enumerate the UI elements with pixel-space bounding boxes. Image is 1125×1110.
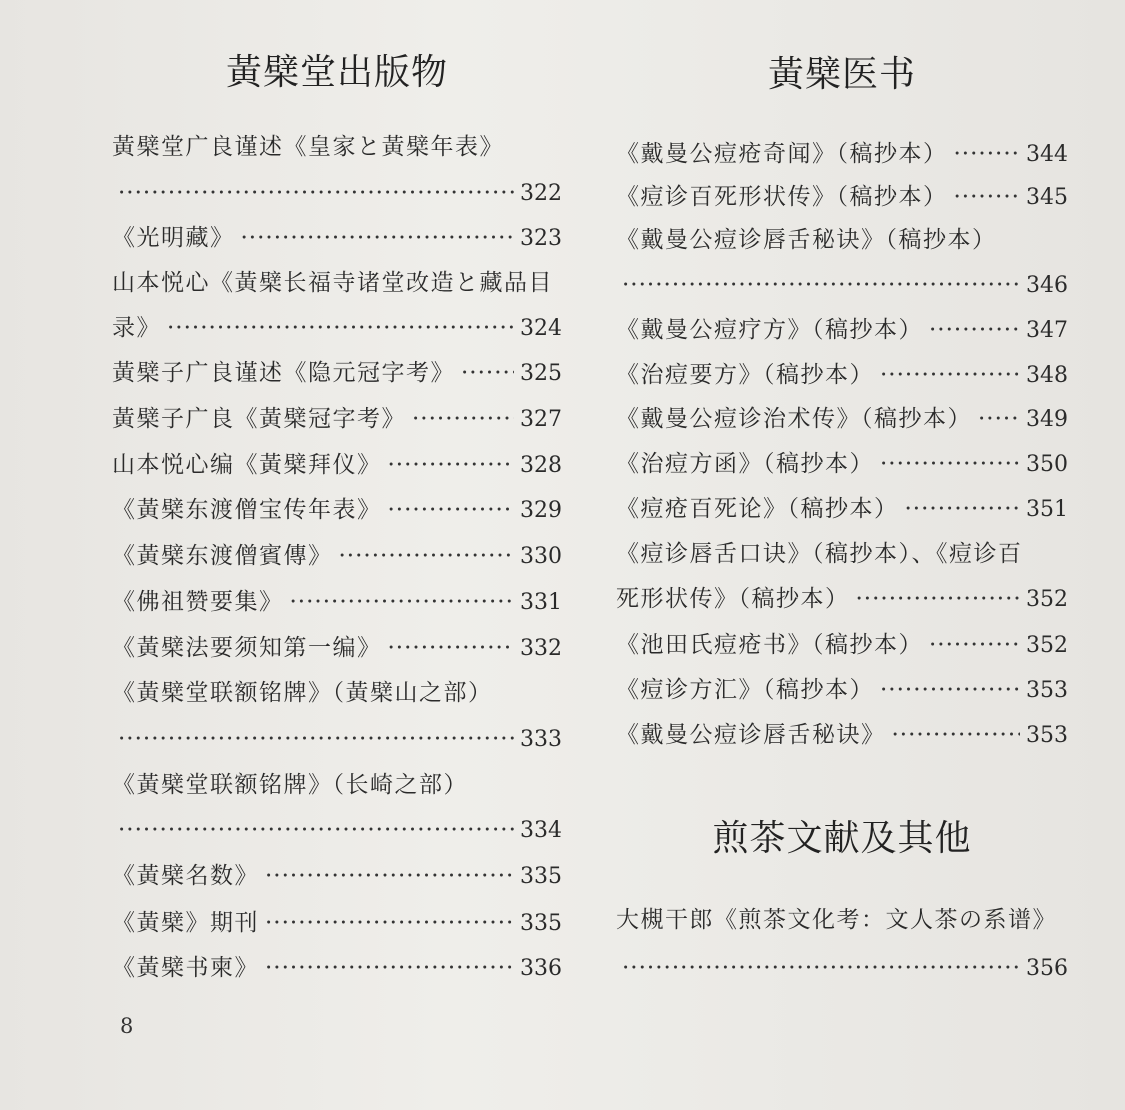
- leader-dots: [339, 538, 515, 574]
- toc-entry: 《戴曼公痘疗方》（稿抄本） ····· 347: [616, 312, 1068, 348]
- leader-dots: [265, 905, 514, 941]
- leader-dots: [978, 401, 1020, 437]
- toc-entry: 黃檗堂广良谨述《皇家と黃檗年表》: [112, 134, 504, 160]
- leader-dots: [167, 310, 514, 346]
- page-number: 333: [520, 727, 562, 752]
- toc-entry: 《光明藏》 ····· 323: [112, 220, 562, 256]
- page-number: 335: [520, 864, 562, 889]
- page-number: 348: [1026, 363, 1068, 388]
- leader-dots: [905, 491, 1021, 527]
- toc-entry: [616, 950, 1068, 986]
- page-number: 325: [520, 361, 562, 386]
- page-number: 352: [1026, 633, 1068, 658]
- leader-dots: [880, 446, 1020, 482]
- leader-dots: [412, 401, 514, 437]
- page-number: 353: [1026, 723, 1068, 748]
- toc-entry: 山本悦心《黃檗长福寺诸堂改造と藏品目: [112, 270, 553, 296]
- page-number: 345: [1026, 185, 1068, 210]
- toc-entry: 《痘诊方汇》（稿抄本） ····· 353: [616, 672, 1068, 708]
- page-number: 322: [520, 181, 562, 206]
- leader-dots: [388, 447, 515, 483]
- page-number: 328: [520, 453, 562, 478]
- leader-dots: [461, 355, 514, 391]
- toc-entry: 《戴曼公痘诊唇舌秘诀》（稿抄本）: [616, 227, 997, 253]
- page-folio-number: 8: [120, 1014, 134, 1038]
- toc-entry: 山本悦心编《黃檗拜仪》 ····· 328: [112, 447, 562, 483]
- toc-entry: 《黃檗名数》 ····· 335: [112, 858, 562, 894]
- leader-dots: [929, 627, 1020, 663]
- toc-entry: 《戴曼公痘诊唇舌秘诀》 ····· 353: [616, 717, 1068, 753]
- leader-dots: [622, 950, 1020, 986]
- page-number: 349: [1026, 407, 1068, 432]
- page-number: 344: [1026, 142, 1068, 167]
- section-heading-publications: 黃檗堂出版物: [225, 52, 448, 93]
- toc-entry: 《治痘方函》（稿抄本） ····· 350: [616, 446, 1068, 482]
- toc-entry: 《黃檗堂联额铭牌》（黃檗山之部）: [112, 680, 493, 706]
- toc-entry: 《黃檗堂联额铭牌》（长崎之部）: [112, 772, 468, 798]
- page-number: 346: [1026, 273, 1068, 298]
- toc-entry: 黃檗子广良《黃檗冠字考》 ····· 327: [112, 401, 562, 437]
- leader-dots: [290, 584, 515, 620]
- leader-dots: [388, 630, 515, 666]
- page-number: 353: [1026, 678, 1068, 703]
- page-number: 347: [1026, 318, 1068, 343]
- toc-entry: 《黃檗东渡僧宝传年表》 ····· 329: [112, 492, 562, 528]
- page-number: 351: [1026, 497, 1068, 522]
- toc-entry: [112, 721, 562, 757]
- leader-dots: [856, 581, 1021, 617]
- leader-dots: [880, 357, 1020, 393]
- leader-dots: [118, 721, 514, 757]
- leader-dots: [388, 492, 515, 528]
- toc-entry: 《黃檗》期刊 ····· 335: [112, 905, 562, 941]
- toc-entry: 《痘诊唇舌口诀》（稿抄本）、《痘诊百: [616, 541, 1023, 567]
- page-number: 335: [520, 911, 562, 936]
- leader-dots: [954, 136, 1021, 172]
- page-number: 324: [520, 316, 562, 341]
- section-heading-medical-books: 黃檗医书: [767, 54, 916, 95]
- toc-entry: 《戴曼公痘疮奇闻》（稿抄本） ····· 344: [616, 136, 1068, 172]
- page-number: 350: [1026, 452, 1068, 477]
- toc-entry: 《痘诊百死形状传》（稿抄本） ····· 345: [616, 179, 1068, 215]
- leader-dots: [880, 672, 1020, 708]
- toc-entry: 《治痘要方》（稿抄本） ····· 348: [616, 357, 1068, 393]
- page-number: 356: [1026, 956, 1068, 981]
- toc-entry: 黃檗子广良谨述《隐元冠字考》 ····· 325: [112, 355, 562, 391]
- leader-dots: [954, 179, 1021, 215]
- toc-entry: [112, 175, 562, 211]
- leader-dots: [265, 950, 514, 986]
- leader-dots: [892, 717, 1021, 753]
- page-number: 329: [520, 498, 562, 523]
- leader-dots: [265, 858, 514, 894]
- toc-entry: 死形状传》（稿抄本） ····· 352: [616, 581, 1068, 617]
- page-number: 331: [520, 590, 562, 615]
- page-number: 332: [520, 636, 562, 661]
- page-number: 334: [520, 818, 562, 843]
- toc-entry: 《佛祖赞要集》 ····· 331: [112, 584, 562, 620]
- leader-dots: [118, 175, 514, 211]
- toc-entry: 《黃檗东渡僧賓傳》 ····· 330: [112, 538, 562, 574]
- toc-entry: 《黃檗法要须知第一编》 ····· 332: [112, 630, 562, 666]
- leader-dots: [241, 220, 515, 256]
- toc-entry: 大槻干郎《煎茶文化考：文人茶の系谱》: [616, 907, 1057, 933]
- toc-entry: 录》 ····· 324: [112, 310, 562, 346]
- toc-entry: 《痘疮百死论》（稿抄本） ····· 351: [616, 491, 1068, 527]
- leader-dots: [929, 312, 1020, 348]
- toc-entry: 《黃檗书柬》 ····· 336: [112, 950, 562, 986]
- page-number: 330: [520, 544, 562, 569]
- page-number: 323: [520, 226, 562, 251]
- toc-entry: [112, 812, 562, 848]
- toc-entry: 《池田氏痘疮书》（稿抄本） ····· 352: [616, 627, 1068, 663]
- toc-entry: [616, 267, 1068, 303]
- leader-dots: [622, 267, 1020, 303]
- toc-entry: 《戴曼公痘诊治术传》（稿抄本） ····· 349: [616, 401, 1068, 437]
- page-number: 336: [520, 956, 562, 981]
- page-number: 352: [1026, 587, 1068, 612]
- page-number: 327: [520, 407, 562, 432]
- leader-dots: [118, 812, 514, 848]
- section-heading-sencha: 煎茶文献及其他: [712, 818, 972, 859]
